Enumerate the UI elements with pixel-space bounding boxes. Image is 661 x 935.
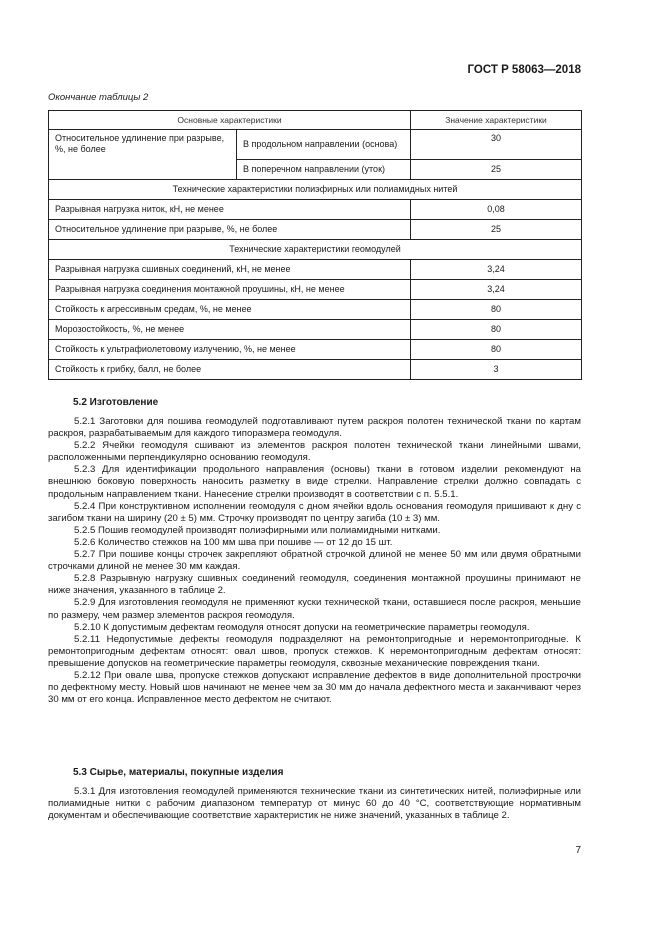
page-number: 7 (575, 845, 581, 856)
row-label: Относительное удлинение при разрыве, %, не более (49, 220, 411, 240)
section-heading: Технические характеристики геомодулей (49, 240, 582, 260)
row-value: 3 (411, 360, 582, 380)
section-5-2-body (48, 416, 581, 706)
row-sublabel: В продольном направлении (основа) (237, 130, 411, 160)
row-value: 3,24 (411, 260, 582, 280)
table-section-row (49, 240, 582, 260)
row-label: Относительное удлинение при разрыве, %, не более (49, 130, 237, 180)
row-value: 30 (411, 130, 582, 160)
paragraph: 5.2.2 Ячейки геомодуля сшивают из элементов раскроя полотен технической ткани линейными швами, расположенными перпендикулярно основанию геомодуля. (48, 440, 581, 464)
paragraph: 5.2.4 При конструктивном исполнении геомодуля с дном ячейки вдоль основания геомодуля пришивают к дну с загибом ткани на ширину (20 ± 5) мм. Строчку производят по центру загиба (10 ± 3) мм. (48, 500, 581, 524)
row-value: 80 (411, 320, 582, 340)
row-value: 0,08 (411, 200, 582, 220)
table-row (49, 340, 582, 360)
row-value: 25 (411, 160, 582, 180)
row-label: Разрывная нагрузка ниток, кН, не менее (49, 200, 411, 220)
table-caption: Окончание таблицы 2 (48, 92, 149, 103)
row-value: 80 (411, 300, 582, 320)
row-label: Разрывная нагрузка соединения монтажной проушины, кН, не менее (49, 280, 411, 300)
paragraph: 5.2.9 Для изготовления геомодуля не применяют куски технической ткани, оставшиеся после раскроя, меньшие по размеру, чем размер элементов раскроя геомодуля. (48, 597, 581, 621)
paragraph: 5.2.10 К допустимым дефектам геомодуля относят допуски на геометрические параметры геомодуля. (74, 621, 530, 633)
row-sublabel: В поперечном направлении (уток) (237, 160, 411, 180)
paragraph: 5.2.6 Количество стежков на 100 мм шва при пошиве — от 12 до 15 шт. (74, 536, 393, 548)
row-label: Стойкость к грибку, балл, не более (49, 360, 411, 380)
section-title-5-3: 5.3 Сырье, материалы, покупные изделия (73, 767, 284, 778)
row-label: Морозостойкость, %, не менее (49, 320, 411, 340)
row-value: 25 (411, 220, 582, 240)
section-heading: Технические характеристики полиэфирных или полиамидных нитей (49, 180, 582, 200)
table-row (49, 260, 582, 280)
paragraph: 5.2.8 Разрывную нагрузку сшивных соединений геомодуля, соединения монтажной проушины принимают не ниже значения, указанного в таблице 2. (48, 573, 581, 597)
table-section-row (49, 180, 582, 200)
col-header-characteristics: Основные характеристики (49, 111, 411, 130)
paragraph: 5.2.11 Недопустимые дефекты геомодуля подразделяют на ремонтопригодные и неремонтопригодные. К ремонтопригодным дефектам относят: овал швов, пропуск стежков. К неремонтопригодным дефектам относят: превышение допусков на геометрические параметры геомодуля, сквозные механические повреждения ткани. (48, 633, 581, 669)
table-row (49, 320, 582, 340)
paragraph: 5.2.3 Для идентификации продольного направления (основы) ткани в готовом изделии рекомендуют на внешнюю боковую поверхность наносить разметку в виде стрелки. Направление стрелки должно совпадать с продольным направлением ткани. Нанесение стрелки производят в соответствии с п. 5.5.1. (48, 464, 581, 500)
section-title-5-2: 5.2 Изготовление (73, 397, 159, 408)
table-row (49, 300, 582, 320)
paragraph: 5.2.1 Заготовки для пошива геомодулей подготавливают путем раскроя полотен технической ткани по картам раскроя, разрабатываемым для каждого типоразмера геомодуля. (48, 416, 581, 440)
table-row (49, 280, 582, 300)
paragraph: 5.3.1 Для изготовления геомодулей применяются технические ткани из синтетических нитей, полиэфирные или полиамидные нитки с рабочим диапазоном температур от минус 60 до 40 °С, соответствующие нормативным документам и обеспечивающие соответствие характеристик не ниже значений, указанных в таблице 2. (48, 786, 581, 822)
paragraph: 5.2.7 При пошиве концы строчек закрепляют обратной строчкой длиной не менее 50 мм или двумя обратными строчками длиной не менее 30 мм каждая. (48, 549, 581, 573)
document-id: ГОСТ Р 58063—2018 (467, 64, 581, 76)
row-value: 3,24 (411, 280, 582, 300)
paragraph: 5.2.5 Пошив геомодулей производят полиэфирными или полиамидными нитками. (74, 524, 441, 536)
characteristics-table (48, 110, 582, 380)
table-row (49, 220, 582, 240)
row-value: 80 (411, 340, 582, 360)
table-header-row (49, 111, 582, 130)
table-row (49, 200, 582, 220)
row-label: Разрывная нагрузка сшивных соединений, кН, не менее (49, 260, 411, 280)
paragraph: 5.2.12 При овале шва, пропуске стежков допускают исправление дефектов в виде дополнительной прострочки по дефектному месту. Новый шов начинают не менее чем за 30 мм до начала дефектного места и заканчивают через 30 мм от его конца. Исправленное место дефектом не считают. (48, 669, 581, 706)
table-row (49, 360, 582, 380)
section-5-3-body (48, 786, 581, 822)
row-label: Стойкость к ультрафиолетовому излучению, %, не менее (49, 340, 411, 360)
col-header-value: Значение характеристики (411, 111, 582, 130)
row-label: Стойкость к агрессивным средам, %, не менее (49, 300, 411, 320)
table-row (49, 130, 582, 160)
